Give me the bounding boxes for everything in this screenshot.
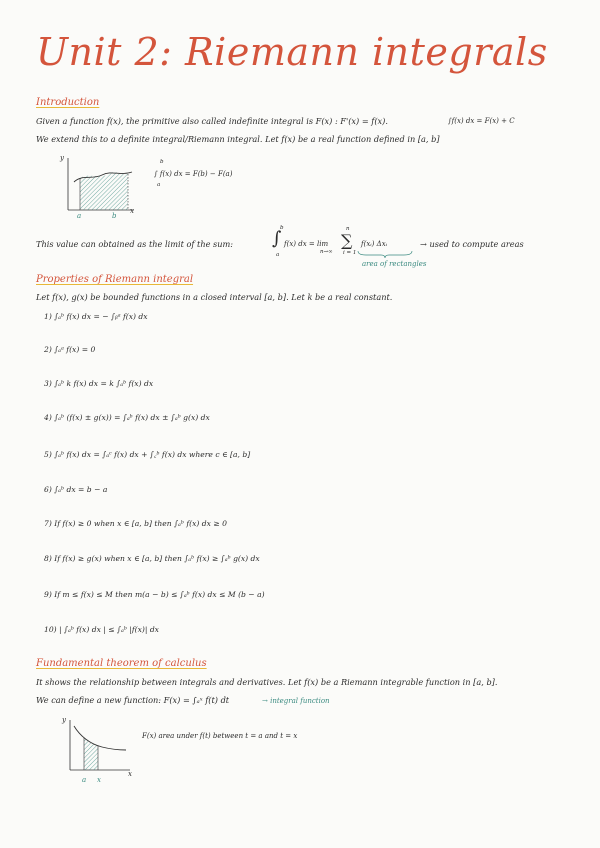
area-note: area of rectangles xyxy=(362,260,427,268)
integral-sign-icon: ∫ xyxy=(272,228,282,249)
property-item: 8) If f(x) ≥ g(x) when x ∈ [a, b] then ∫ₐᵇ f(x) ≥ ∫ₐᵇ g(x) dx xyxy=(44,554,260,563)
page-title: Unit 2: Riemann integrals xyxy=(36,30,548,74)
intro-line2: We extend this to a definite integral/Riemann integral. Let f(x) be a real function defined in [a, b] xyxy=(36,134,440,144)
sigma-top: n xyxy=(346,226,350,232)
properties-heading: Properties of Riemann integral xyxy=(36,274,194,285)
sigma-bottom: i = 1 xyxy=(343,250,357,256)
ftc-graph-a-label: a xyxy=(82,776,87,784)
curve xyxy=(74,726,126,750)
properties-intro: Let f(x), g(x) be bounded functions in a closed interval [a, b]. Let k be a real constant. xyxy=(36,292,393,302)
property-item: 4) ∫ₐᵇ (f(x) ± g(x)) = ∫ₐᵇ f(x) dx ± ∫ₐᵇ g(x) dx xyxy=(44,413,210,422)
sum-upper: b xyxy=(280,225,284,231)
sum-lim-sub: n→∞ xyxy=(320,249,333,255)
sum-term: f(xᵢ) Δxᵢ xyxy=(361,240,388,248)
sum-text: This value can obtained as the limit of the sum: xyxy=(36,239,234,249)
property-item: 5) ∫ₐᵇ f(x) dx = ∫ₐᶜ f(x) dx + ∫꜀ᵇ f(x) dx where c ∈ [a, b] xyxy=(44,450,251,459)
graph-y-label: y xyxy=(60,154,64,162)
property-item: 7) If f(x) ≥ 0 when x ∈ [a, b] then ∫ₐᵇ f(x) dx ≥ 0 xyxy=(44,519,227,528)
intro-heading: Introduction xyxy=(36,97,100,108)
ftc-graph-y-label: y xyxy=(62,716,66,724)
ftc-graph-b-label: x xyxy=(97,776,101,784)
ftc-graph-note: F(x) area under f(t) between t = a and t = x xyxy=(142,732,298,740)
intro-line1: Given a function f(x), the primitive also called indefinite integral is F(x) : F'(x) = f(x). xyxy=(36,116,388,126)
sigma-icon: ∑ xyxy=(341,231,353,250)
property-item: 2) ∫ₐᵃ f(x) = 0 xyxy=(44,345,96,354)
property-item: 10) | ∫ₐᵇ f(x) dx | ≤ ∫ₐᵇ |f(x)| dx xyxy=(44,625,159,634)
graph-x-label: x xyxy=(130,207,134,215)
property-item: 3) ∫ₐᵇ k f(x) dx = k ∫ₐᵇ f(x) dx xyxy=(44,379,154,388)
ftc-graph xyxy=(58,716,138,782)
property-item: 6) ∫ₐᵇ dx = b − a xyxy=(44,485,108,494)
ftc-graph-x-label: x xyxy=(128,770,132,778)
definite-upper: b xyxy=(160,159,164,165)
ftc-line2-note: → integral function xyxy=(262,697,330,705)
intro-indefinite-formula: ∫f(x) dx = F(x) + C xyxy=(448,117,515,125)
sum-formula: f(x) dx = lim xyxy=(284,240,329,248)
definite-lower: a xyxy=(157,182,161,188)
ftc-line2: We can define a new function: F(x) = ∫ₐˣ f(t) dt xyxy=(36,695,230,705)
graph-a-label: a xyxy=(77,212,82,220)
ftc-heading: Fundamental theorem of calculus xyxy=(36,658,207,669)
sum-lower: a xyxy=(276,252,280,258)
property-item: 1) ∫ₐᵇ f(x) dx = − ∫ᵦᵃ f(x) dx xyxy=(44,312,148,321)
property-item: 9) If m ≤ f(x) ≤ M then m(a − b) ≤ ∫ₐᵇ f(x) dx ≤ M (b − a) xyxy=(44,590,265,599)
sum-note: → used to compute areas xyxy=(420,239,524,249)
ftc-line1: It shows the relationship between integrals and derivatives. Let f(x) be a Riemann integrable function in [a, b]. xyxy=(36,677,498,687)
graph-b-label: b xyxy=(112,212,117,220)
sum-brace-icon xyxy=(356,249,414,259)
definite-formula: ∫ f(x) dx = F(b) − F(a) xyxy=(154,170,233,178)
